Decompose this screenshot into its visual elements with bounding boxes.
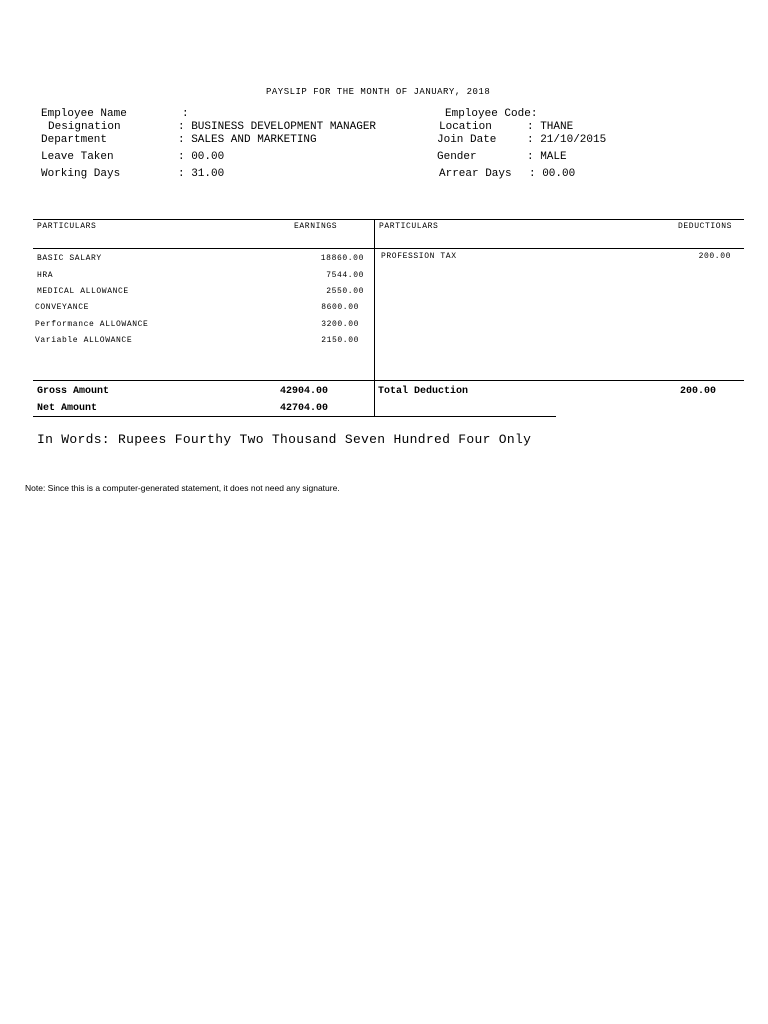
earning-name: BASIC SALARY [37,254,102,263]
join-date-value: : 21/10/2015 [527,134,607,146]
table-bottom-border [33,416,556,417]
net-amount-value: 42704.00 [280,403,329,414]
location-label: Location [439,121,492,133]
table-totals-divider [33,380,744,381]
earning-amount: 2550.00 [326,287,364,296]
earning-name: Performance ALLOWANCE [35,320,149,329]
table-column-divider [374,219,375,416]
working-days-value: : 31.00 [178,168,225,180]
employee-name-label: Employee Name [41,108,127,120]
deduction-amount: 200.00 [698,252,731,261]
employee-name-value: : [182,108,189,120]
working-days-label: Working Days [41,168,121,180]
designation-value: : BUSINESS DEVELOPMENT MANAGER [178,121,377,133]
designation-label: Designation [48,121,121,133]
earnings-header: EARNINGS [294,222,338,231]
department-value: : SALES AND MARKETING [178,134,317,146]
earnings-particulars-header: PARTICULARS [37,222,97,231]
net-amount-label: Net Amount [37,403,98,414]
employee-code-label: Employee Code: [445,108,538,120]
leave-taken-value: : 00.00 [178,151,225,163]
earning-name: MEDICAL ALLOWANCE [37,287,129,296]
earning-name: CONVEYANCE [35,303,90,312]
deductions-particulars-header: PARTICULARS [379,222,439,231]
deduction-name: PROFESSION TAX [381,252,457,261]
location-value: : THANE [527,121,574,133]
earning-amount: 8600.00 [321,303,359,312]
gross-amount-value: 42904.00 [280,386,329,397]
earning-amount: 3200.00 [321,320,359,329]
total-deduction-value: 200.00 [680,386,717,397]
leave-taken-label: Leave Taken [41,151,114,163]
table-top-border [33,219,744,220]
department-label: Department [41,134,108,146]
gross-amount-label: Gross Amount [37,386,110,397]
arrear-days-value: : 00.00 [529,168,576,180]
join-date-label: Join Date [437,134,497,146]
earning-amount: 7544.00 [326,271,364,280]
deductions-header: DEDUCTIONS [678,222,733,231]
amount-in-words: In Words: Rupees Fourthy Two Thousand Seven Hundred Four Only [37,432,532,447]
arrear-days-label: Arrear Days [439,168,512,180]
total-deduction-label: Total Deduction [378,386,469,397]
gender-label: Gender [437,151,477,163]
gender-value: : MALE [527,151,567,163]
earning-name: Variable ALLOWANCE [35,336,133,345]
earning-amount: 2150.00 [321,336,359,345]
earning-amount: 18860.00 [320,254,364,263]
table-header-divider [33,248,744,249]
earning-name: HRA [37,271,54,280]
payslip-title: PAYSLIP FOR THE MONTH OF JANUARY, 2018 [266,87,491,97]
signature-note: Note: Since this is a computer-generated statement, it does not need any signature. [25,483,340,493]
